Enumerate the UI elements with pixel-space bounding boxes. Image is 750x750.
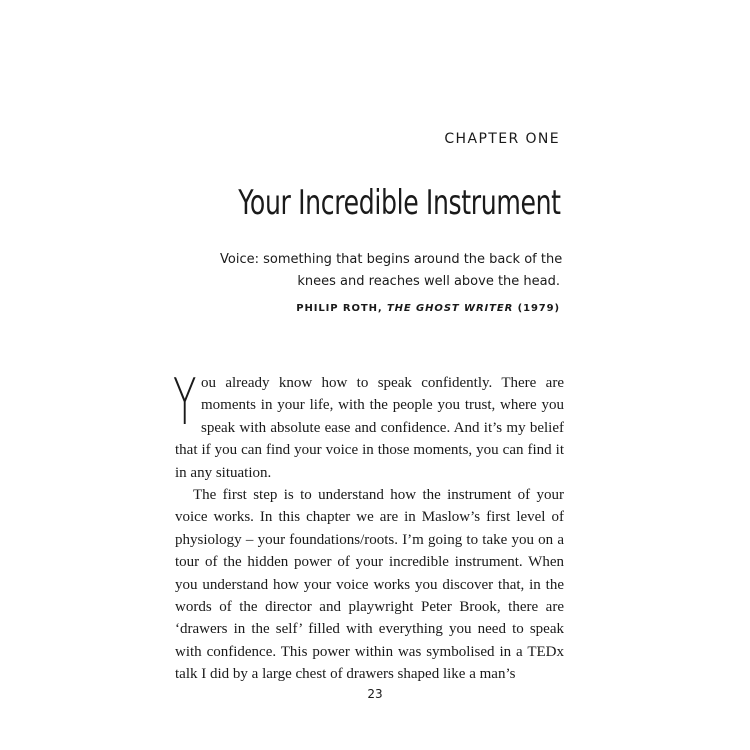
attribution-author: PHILIP ROTH,	[296, 303, 383, 314]
attribution-year: (1979)	[517, 303, 560, 314]
epigraph-line: knees and reaches well above the head.	[297, 274, 560, 289]
epigraph-line: Voice: something that begins around the back of the	[220, 252, 563, 267]
body-text	[173, 366, 564, 686]
paragraph: The first step is to understand how the instrument of your voice works. In this chapter we are in Maslow’s first level of physiology – your foundations/roots. I’m going to take you on a tour of the hidden power of your incredible instrument. When you understand how your voice works you discover that, in the words of the director and playwright Peter Brook, there are ‘drawers in the self’ filled with everything you need to speak with confidence. This power within was symbolised in a TEDx talk I did by a large chest of drawers shaped like a man’s	[175, 487, 564, 683]
paragraph	[173, 366, 564, 484]
epigraph	[220, 249, 563, 293]
attribution-work: THE GHOST WRITER	[386, 303, 514, 314]
page-number: 23	[367, 687, 383, 701]
drop-cap: Y	[173, 366, 197, 440]
paragraph-text: ou already know how to speak confidently. There are moments in your life, with the people you trust, where you speak with absolute ease and confidence. And it’s my belief that if you can find your voice in those moments, you can find it in any situation.	[175, 375, 564, 481]
chapter-label: CHAPTER ONE	[444, 131, 560, 147]
epigraph-attribution	[296, 303, 560, 314]
chapter-title: Your Incredible Instrument	[238, 182, 561, 223]
